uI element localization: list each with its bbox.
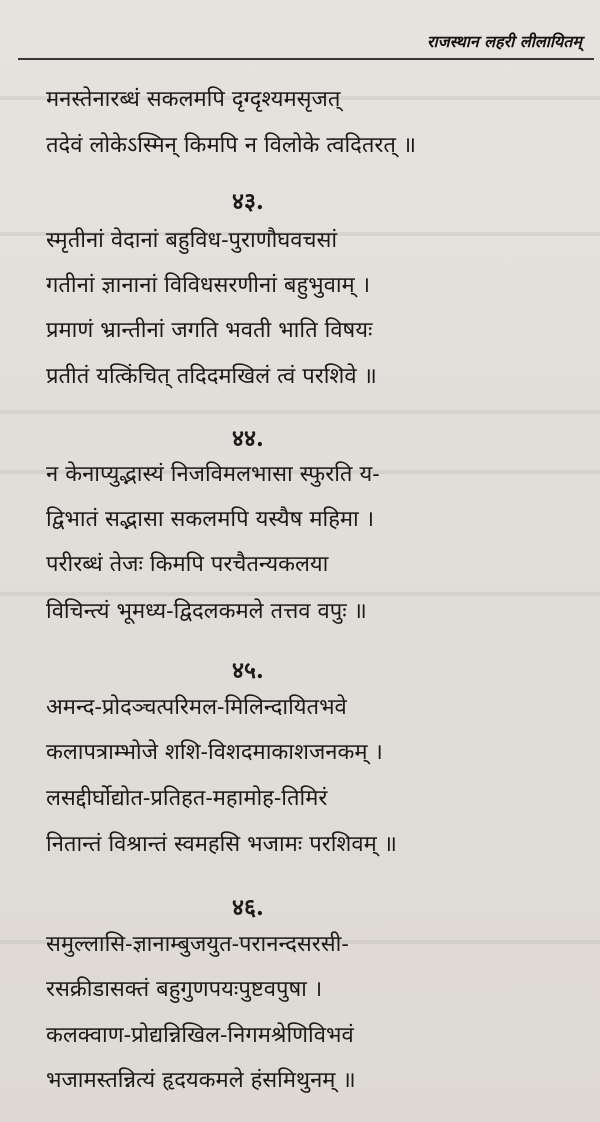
running-title: राजस्थान लहरी लीलायितम् (427, 32, 582, 51)
verse-line: रसक्रीडासक्तं बहुगुणपयःपुष्टवपुषा । (46, 977, 323, 1002)
verse-line: लसद्दीर्घोद्योत-प्रतिहत-महामोह-तिमिरं (46, 786, 328, 811)
verse-number: ४५. (232, 657, 264, 684)
verse-line: नितान्तं विश्रान्तं स्वमहसि भजामः परशिवम् ॥ (46, 832, 397, 857)
verse-line: स्मृतीनां वेदानां बहुविध-पुराणौघवचसां (46, 228, 338, 253)
verse-line: मनस्तेनारब्धं सकलमपि दृग्दृश्यमसृजत् (46, 87, 341, 112)
verse-line: तदेवं लोकेऽस्मिन् किमपि न विलोके त्वदितरत् ॥ (46, 133, 417, 158)
verse-line: परीरब्धं तेजः किमपि परचैतन्यकलया (46, 552, 329, 577)
verse-line: कलक्वाण-प्रोद्यन्निखिल-निगमश्रेणिविभवं (46, 1023, 354, 1048)
verse-line: द्विभातं सद्भासा सकलमपि यस्यैष महिमा । (46, 507, 375, 532)
verse-line: अमन्द-प्रोदञ्चत्परिमल-मिलिन्दायितभवे (46, 695, 347, 720)
verse-line: प्रमाणं भ्रान्तीनां जगति भवती भाति विषयः (46, 318, 373, 343)
verse-line: न केनाप्युद्भास्यं निजविमलभासा स्फुरति य- (46, 462, 380, 487)
verse-number: ४६. (232, 894, 264, 921)
verse-line: भजामस्तन्नित्यं हृदयकमले हंसमिथुनम् ॥ (46, 1068, 356, 1093)
verse-line: कलापत्राम्भोजे शशि-विशदमाकाशजनकम् । (46, 740, 383, 765)
verse-line: गतीनां ज्ञानानां विविधसरणीनां बहुभुवाम् । (46, 273, 371, 298)
verse-line: विचिन्त्यं भूमध्य-द्विदलकमले तत्तव वपुः ॥ (46, 599, 367, 624)
verse-line: समुल्लासि-ज्ञानाम्बुजयुत-परानन्दसरसी- (46, 932, 349, 957)
bleed-through (0, 592, 600, 596)
verse-number: ४४. (232, 425, 264, 452)
verse-line: प्रतीतं यत्किंचित् तदिदमखिलं त्वं परशिवे ॥ (46, 364, 377, 389)
header-rule (18, 58, 594, 60)
verse-number: ४३. (232, 188, 264, 215)
bleed-through (0, 410, 600, 414)
